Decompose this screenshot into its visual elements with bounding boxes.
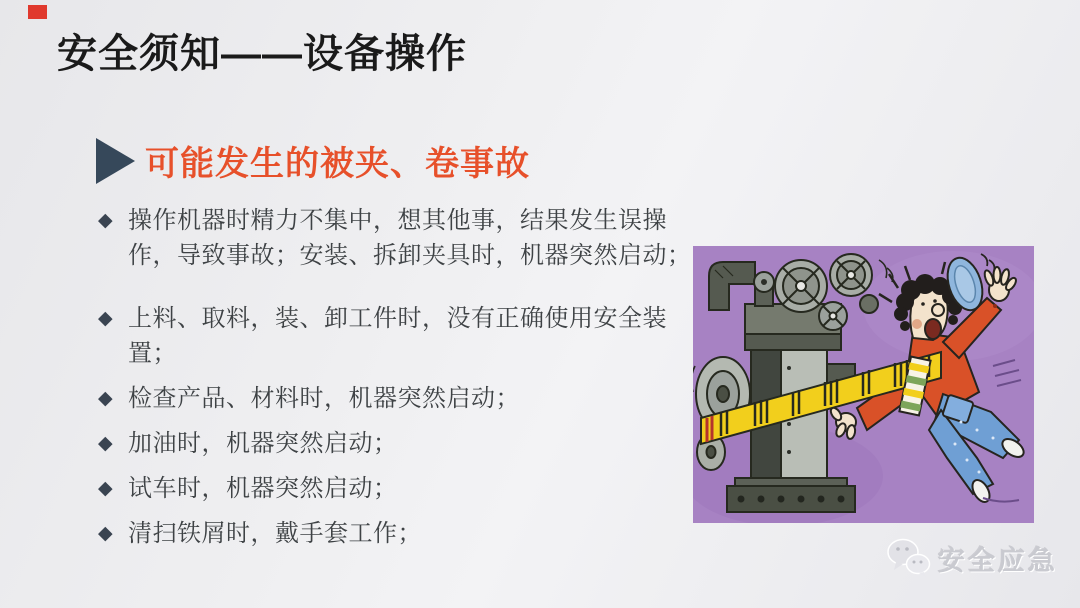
bullet-item — [98, 381, 698, 416]
diamond-bullet-icon: ◆ — [98, 523, 113, 544]
diamond-bullet-icon: ◆ — [98, 478, 113, 499]
slide-title: 安全须知——设备操作 — [57, 32, 467, 76]
bullet-text: 检查产品、材料时，机器突然启动； — [128, 385, 520, 412]
diamond-bullet-icon: ◆ — [98, 308, 113, 329]
bullet-item — [98, 203, 698, 273]
diamond-bullet-icon: ◆ — [98, 388, 113, 409]
machine-accident-illustration — [693, 246, 1034, 523]
bullet-item — [98, 516, 698, 551]
section-heading-text: 可能发生的被夹、卷事故 — [145, 145, 530, 183]
bullet-text: 加油时，机器突然启动； — [128, 430, 398, 457]
bullet-item — [98, 471, 698, 506]
bullet-item — [98, 426, 698, 461]
bullet-text: 操作机器时精力不集中，想其他事，结果发生误操作，导致事故；安装、拆卸夹具时，机器突然启动； — [128, 207, 692, 269]
watermark-logo — [886, 536, 1058, 580]
triangle-marker-icon — [96, 138, 135, 184]
diamond-bullet-icon: ◆ — [98, 433, 113, 454]
bullet-text: 清扫铁屑时，戴手套工作； — [128, 520, 422, 547]
diamond-bullet-icon: ◆ — [98, 210, 113, 231]
bullet-list — [98, 203, 698, 561]
bullet-text: 上料、取料，装、卸工件时，没有正确使用安全装置； — [128, 305, 667, 367]
watermark-text: 安全应急 — [938, 545, 1058, 576]
bullet-item — [98, 301, 698, 371]
corner-accent — [28, 5, 47, 19]
bullet-text: 试车时，机器突然启动； — [128, 475, 398, 502]
section-heading — [96, 136, 530, 185]
wechat-icon — [886, 536, 932, 580]
